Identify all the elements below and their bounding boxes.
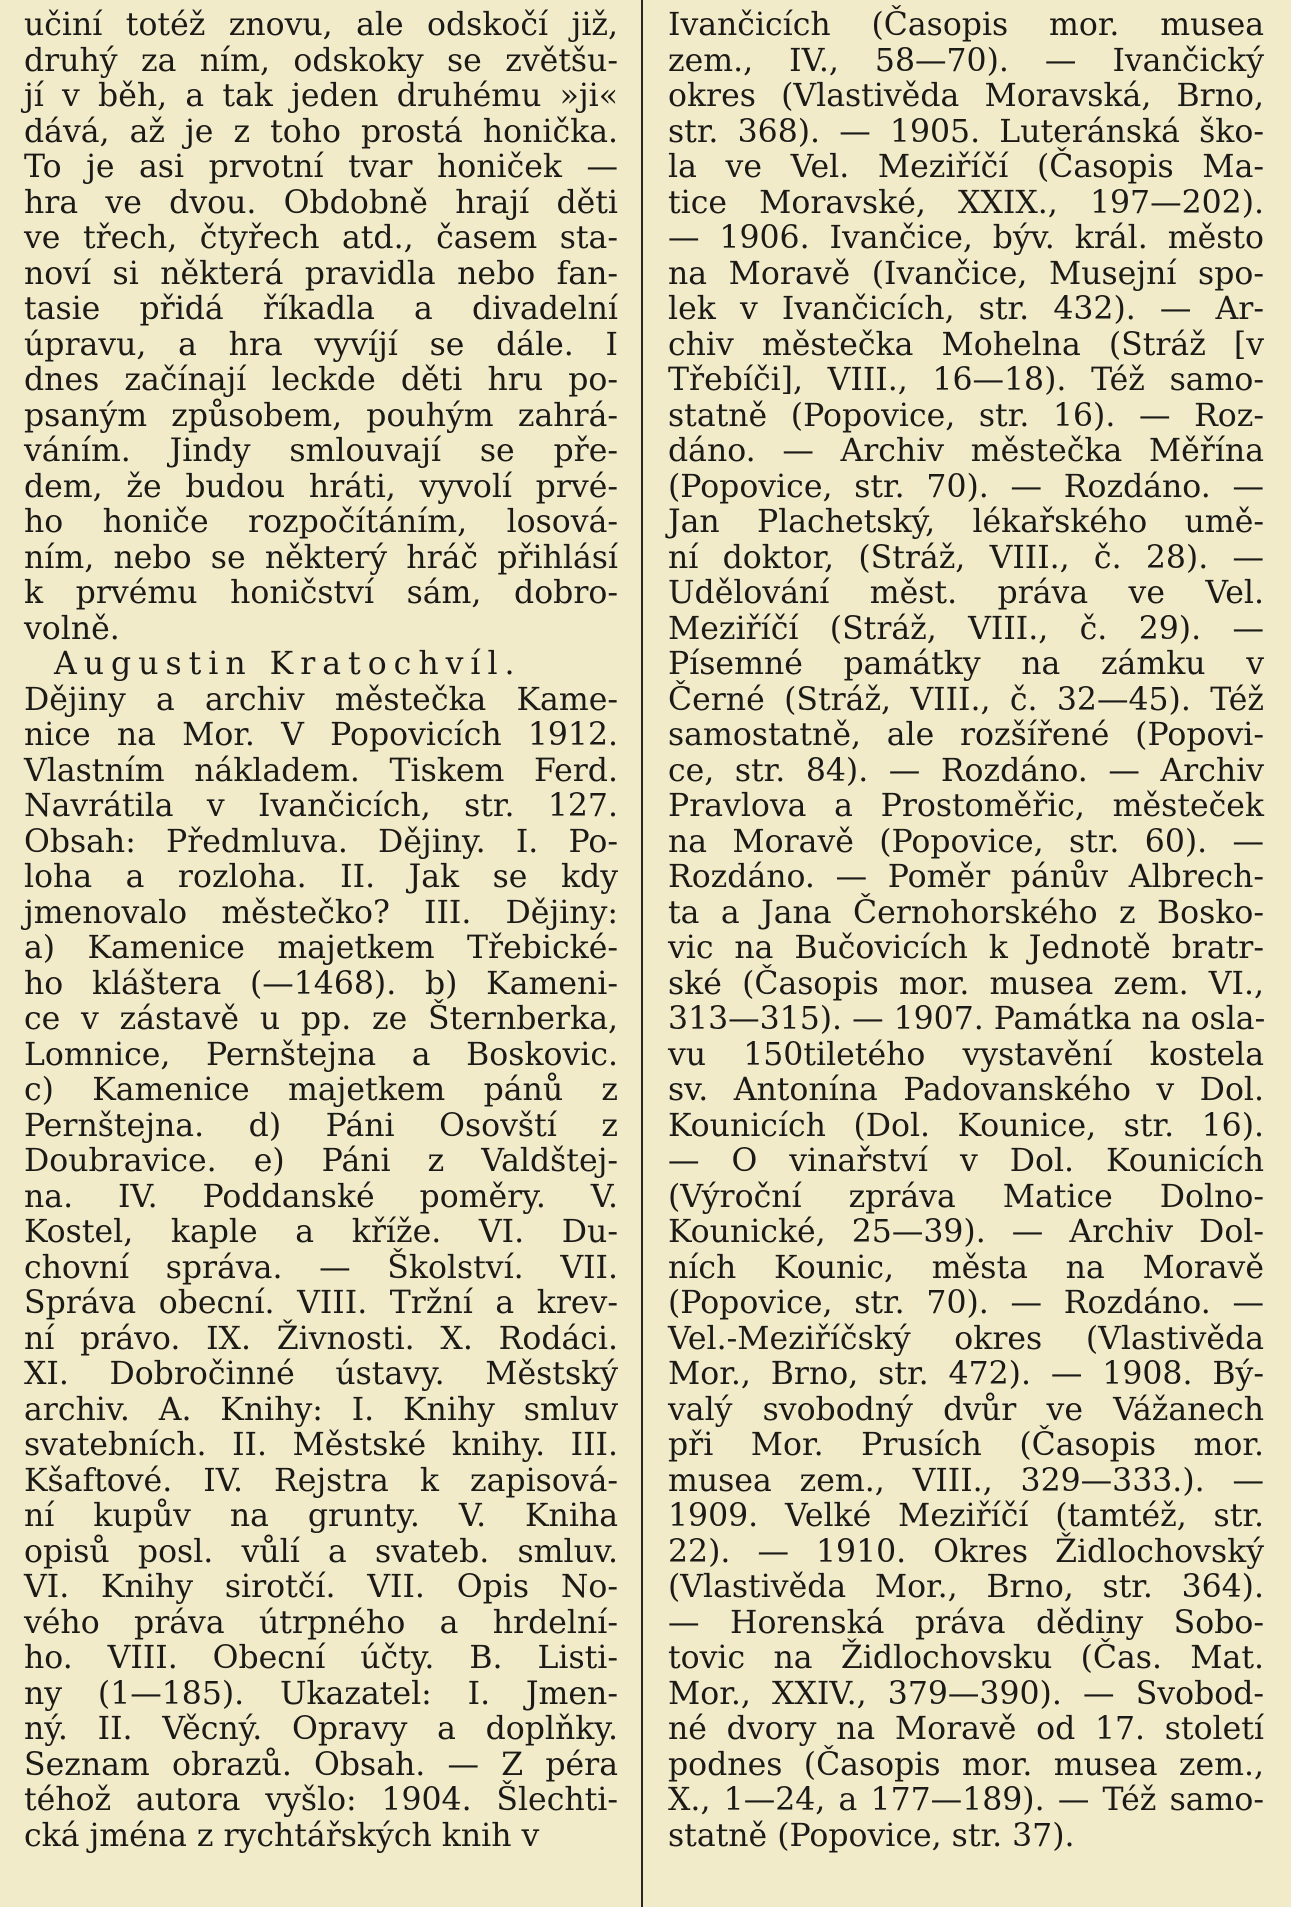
text-line: ce v zástavě u pp. ze Šternberka, xyxy=(24,1001,618,1037)
text-line: 22). — 1910. Okres Židlochovský xyxy=(668,1533,1264,1570)
text-line: Kostel, kaple a kříže. VI. Du- xyxy=(24,1214,618,1250)
text-line: chovní správa. — Školství. VII. xyxy=(24,1249,618,1286)
text-line: ce, str. 84). — Rozdáno. — Archiv xyxy=(668,752,1264,789)
text-line: Lomnice, Pernštejna a Boskovic. xyxy=(24,1036,618,1073)
text-line: Mor., Brno, str. 472). — 1908. Bý- xyxy=(668,1356,1264,1392)
text-line: Pravlova a Prostoměřic, městeček xyxy=(668,788,1264,824)
text-line: ta a Jana Černohorského z Bosko- xyxy=(668,894,1264,931)
text-line: ní doktor, (Stráž, VIII., č. 28). — xyxy=(668,539,1264,576)
text-line: Kšaftové. IV. Rejstra k zapisová- xyxy=(24,1462,618,1499)
text-line: podnes (Časopis mor. musea zem., xyxy=(668,1746,1264,1783)
text-line: X., 1—24, a 177—189). — Též samo- xyxy=(668,1782,1264,1818)
text-line: (Popovice, str. 70). — Rozdáno. — xyxy=(668,1285,1264,1321)
text-line: Vel.-Meziříčský okres (Vlastivěda xyxy=(668,1320,1264,1357)
text-line: statně (Popovice, str. 16). — Roz- xyxy=(668,397,1264,434)
text-line: Písemné památky na zámku v xyxy=(668,646,1264,682)
text-line: ny (1—185). Ukazatel: I. Jmen- xyxy=(24,1675,618,1712)
text-line: Černé (Stráž, VIII., č. 32—45). Též xyxy=(668,681,1264,718)
text-line: jí v běh, a tak jeden druhému »ji« xyxy=(24,78,618,114)
text-line: nice na Mor. V Popovicích 1912. xyxy=(24,717,618,753)
text-line: Správa obecní. VIII. Tržní a krev- xyxy=(24,1285,618,1321)
text-line: váním. Jindy smlouvají se pře- xyxy=(24,433,618,469)
text-line: ný. II. Věcný. Opravy a doplňky. xyxy=(24,1711,618,1747)
text-line: dnes začínají leckde děti hru po- xyxy=(24,362,618,398)
text-line: — 1906. Ivančice, býv. král. město xyxy=(668,220,1264,256)
text-line: archiv. A. Knihy: I. Knihy smluv xyxy=(24,1391,618,1428)
text-line: učiní totéž znovu, ale odskočí již, xyxy=(24,7,618,43)
text-line: musea zem., VIII., 329—333.). — xyxy=(668,1462,1264,1499)
text-line: tasie přidá říkadla a divadelní xyxy=(24,291,618,327)
text-line: opisů posl. vůlí a svateb. smluv. xyxy=(24,1533,618,1570)
text-line: str. 368). — 1905. Luteránská ško- xyxy=(668,113,1264,150)
text-line: jmenovalo městečko? III. Dějiny: xyxy=(24,894,618,931)
text-line: ních Kounic, města na Moravě xyxy=(668,1249,1264,1286)
text-line: úpravu, a hra vyvíjí se dále. I xyxy=(24,326,618,363)
text-line: lek v Ivančicích, str. 432). — Ar- xyxy=(668,291,1264,327)
text-line: ve třech, čtyřech atd., časem sta- xyxy=(24,220,618,256)
text-line: cká jména z rychtářských knih v xyxy=(24,1817,540,1854)
text-line: dem, že budou hráti, vyvolí prvé- xyxy=(24,468,618,505)
text-line: Udělování měst. práva ve Vel. xyxy=(668,575,1264,611)
column-divider xyxy=(641,0,643,1907)
text-line: né dvory na Moravě od 17. století xyxy=(668,1711,1264,1747)
text-line: Kounické, 25—39). — Archiv Dol- xyxy=(668,1214,1264,1250)
text-line: — O vinařství v Dol. Kounicích xyxy=(668,1143,1264,1179)
text-line: hra ve dvou. Obdobně hrají děti xyxy=(24,184,618,221)
text-line: dáno. — Archiv městečka Měřína xyxy=(668,433,1264,469)
text-line: Dějiny a archiv městečka Kame- xyxy=(24,681,618,718)
text-line: (Výroční zpráva Matice Dolno- xyxy=(668,1178,1264,1215)
text-line: volně. xyxy=(24,610,120,647)
text-line: Pernštejna. d) Páni Osovští z xyxy=(24,1107,618,1144)
text-line: statně (Popovice, str. 37). xyxy=(668,1817,1075,1854)
text-line: druhý za ním, odskoky se zvětšu- xyxy=(24,42,618,79)
text-line: sv. Antonína Padovanského v Dol. xyxy=(668,1072,1264,1108)
text-line: To je asi prvotní tvar honiček — xyxy=(24,149,618,185)
text-line: Ivančicích (Časopis mor. musea xyxy=(668,7,1264,43)
text-line: valý svobodný dvůr ve Vážanech xyxy=(668,1391,1264,1428)
text-line: tovic na Židlochovsku (Čas. Mat. xyxy=(668,1640,1264,1676)
text-line: loha a rozloha. II. Jak se kdy xyxy=(24,859,618,895)
text-line: (Popovice, str. 70). — Rozdáno. — xyxy=(668,468,1264,505)
text-line: na Moravě (Ivančice, Musejní spo- xyxy=(668,255,1264,292)
text-line: Třebíči], VIII., 16—18). Též samo- xyxy=(668,362,1264,398)
text-line: Meziříčí (Stráž, VIII., č. 29). — xyxy=(668,610,1264,647)
text-line: Obsah: Předmluva. Dějiny. I. Po- xyxy=(24,823,618,860)
text-line: téhož autora vyšlo: 1904. Šlechti- xyxy=(24,1782,618,1818)
text-line: Augustin Kratochvíl. xyxy=(54,646,522,682)
text-line: Doubravice. e) Páni z Valdštej- xyxy=(24,1143,618,1179)
text-line: samostatně, ale rozšířené (Popovi- xyxy=(668,717,1264,753)
text-line: ho kláštera (—1468). b) Kameni- xyxy=(24,965,618,1002)
text-line: Mor., XXIV., 379—390). — Svobod- xyxy=(668,1675,1264,1712)
text-line: Vlastním nákladem. Tiskem Ferd. xyxy=(24,752,618,789)
text-line: vic na Bučovicích k Jednotě bratr- xyxy=(668,930,1264,966)
left-column xyxy=(24,8,618,1854)
text-line: ním, nebo se některý hráč přihlásí xyxy=(24,539,618,576)
text-line: ho honiče rozpočítáním, losová- xyxy=(24,504,618,540)
text-line: VI. Knihy sirotčí. VII. Opis No- xyxy=(24,1569,618,1605)
text-line: — Horenská práva dědiny Sobo- xyxy=(668,1604,1264,1641)
text-line: tice Moravské, XXIX., 197—202). xyxy=(668,184,1264,221)
text-line: okres (Vlastivěda Moravská, Brno, xyxy=(668,78,1264,114)
text-line: ské (Časopis mor. musea zem. VI., xyxy=(668,965,1264,1002)
text-line: c) Kamenice majetkem pánů z xyxy=(24,1072,618,1108)
text-line: na Moravě (Popovice, str. 60). — xyxy=(668,823,1264,860)
text-line: 1909. Velké Meziříčí (tamtéž, str. xyxy=(668,1498,1264,1534)
text-line: Rozdáno. — Poměr pánův Albrech- xyxy=(668,859,1264,895)
text-line: Kounicích (Dol. Kounice, str. 16). xyxy=(668,1107,1264,1144)
text-line: la ve Vel. Meziříčí (Časopis Ma- xyxy=(668,149,1264,185)
text-line: k prvému honičství sám, dobro- xyxy=(24,575,618,611)
text-line: (Vlastivěda Mor., Brno, str. 364). xyxy=(668,1569,1264,1605)
text-line: ní právo. IX. Živnosti. X. Rodáci. xyxy=(24,1320,618,1357)
text-line: na. IV. Poddanské poměry. V. xyxy=(24,1178,618,1215)
text-line: noví si některá pravidla nebo fan- xyxy=(24,255,618,292)
text-line: svatebních. II. Městské knihy. III. xyxy=(24,1427,618,1463)
text-line: chiv městečka Mohelna (Stráž [v xyxy=(668,326,1264,363)
text-line: ní kupův na grunty. V. Kniha xyxy=(24,1498,618,1534)
text-line: Jan Plachetský, lékařského umě- xyxy=(668,504,1264,540)
text-line: při Mor. Prusích (Časopis mor. xyxy=(668,1427,1264,1463)
text-line: ho. VIII. Obecní účty. B. Listi- xyxy=(24,1640,618,1676)
text-line: Navrátila v Ivančicích, str. 127. xyxy=(24,788,618,824)
text-line: dává, až je z toho prostá honička. xyxy=(24,113,618,150)
text-line: 313—315). — 1907. Památka na osla- xyxy=(668,1001,1266,1037)
text-line: vého práva útrpného a hrdelní- xyxy=(24,1604,618,1641)
text-line: a) Kamenice majetkem Třebické- xyxy=(24,930,618,966)
text-line: Seznam obrazů. Obsah. — Z péra xyxy=(24,1746,618,1783)
text-line: psaným způsobem, pouhým zahrá- xyxy=(24,397,618,434)
text-line: zem., IV., 58—70). — Ivančický xyxy=(668,42,1264,79)
text-line: vu 150tiletého vystavění kostela xyxy=(668,1036,1264,1073)
right-column xyxy=(668,8,1264,1854)
text-line: XI. Dobročinné ústavy. Městský xyxy=(24,1356,618,1392)
